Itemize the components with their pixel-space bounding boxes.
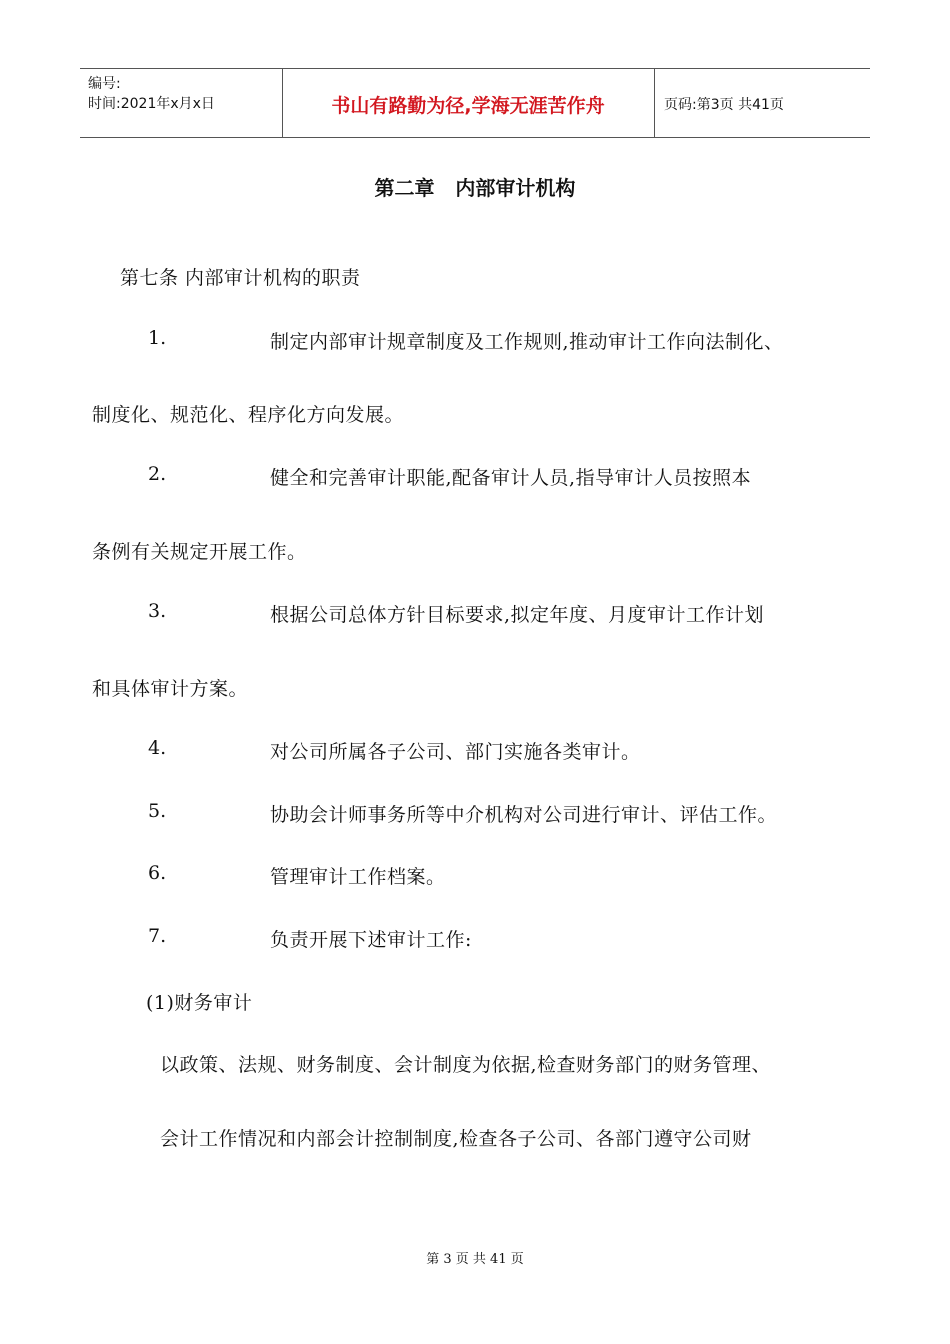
item-text: 对公司所属各子公司、部门实施各类审计。	[270, 741, 641, 763]
paragraph-line: 会计工作情况和内部会计控制制度,检查各子公司、各部门遵守公司财	[160, 1128, 752, 1150]
page-info: 页码:第3页 共41页	[664, 97, 784, 113]
document-header	[80, 68, 870, 138]
item-number: 2.	[148, 463, 167, 485]
header-meta-cell	[80, 69, 283, 137]
item-text: 制定内部审计规章制度及工作规则,推动审计工作向法制化、	[270, 331, 784, 353]
page-footer: 第 3 页 共 41 页	[426, 1252, 524, 1267]
motto: 书山有路勤为径,学海无涯苦作舟	[331, 95, 605, 117]
time-label: 时间:2021年x月x日	[88, 96, 215, 112]
sub-heading: (1)财务审计	[146, 992, 253, 1014]
item-text: 负责开展下述审计工作:	[270, 929, 472, 951]
header-motto-cell	[282, 69, 655, 137]
item-number: 1.	[148, 327, 167, 349]
item-number: 4.	[148, 737, 167, 759]
item-number: 6.	[148, 862, 167, 884]
item-number: 7.	[148, 925, 167, 947]
item-text-continued: 条例有关规定开展工作。	[92, 541, 307, 563]
number-label: 编号:	[88, 76, 121, 92]
item-text: 协助会计师事务所等中介机构对公司进行审计、评估工作。	[270, 804, 778, 826]
item-number: 3.	[148, 600, 167, 622]
header-page-cell	[654, 69, 870, 137]
chapter-title: 第二章 内部审计机构	[374, 176, 576, 200]
item-number: 5.	[148, 800, 167, 822]
paragraph-line: 以政策、法规、财务制度、会计制度为依据,检查财务部门的财务管理、	[160, 1054, 772, 1076]
item-text-continued: 和具体审计方案。	[92, 678, 249, 700]
item-text: 根据公司总体方针目标要求,拟定年度、月度审计工作计划	[270, 604, 765, 626]
item-text-continued: 制度化、规范化、程序化方向发展。	[92, 404, 405, 426]
item-text: 管理审计工作档案。	[270, 866, 446, 888]
item-text: 健全和完善审计职能,配备审计人员,指导审计人员按照本	[270, 467, 752, 489]
article-title: 第七条 内部审计机构的职责	[120, 267, 361, 289]
